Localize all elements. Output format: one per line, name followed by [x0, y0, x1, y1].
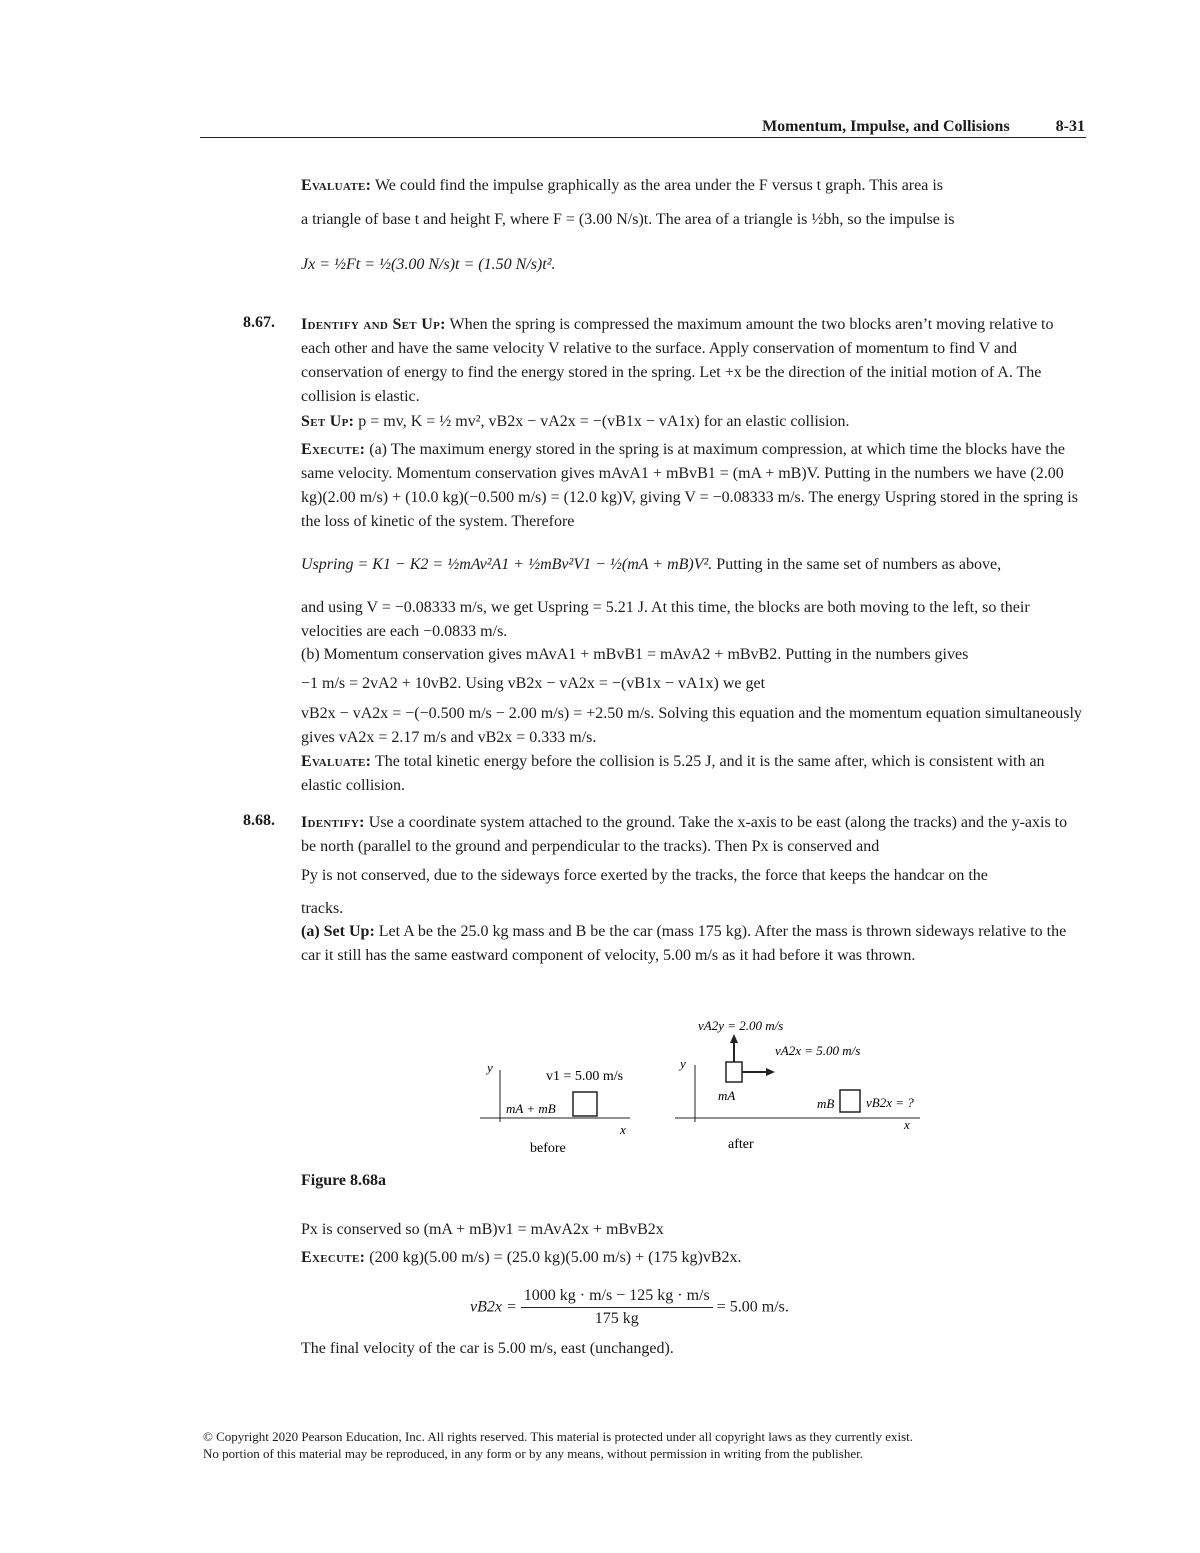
fraction-numerator: 1000 kg · m/s − 125 kg · m/s: [521, 1285, 713, 1308]
before-velocity-label: v1 = 5.00 m/s: [546, 1069, 624, 1084]
copyright-footer: [203, 1428, 1093, 1462]
fraction-rhs: = 5.00 m/s.: [716, 1298, 789, 1316]
p867-setup: Set Up: p = mv, K = ½ mv², vB2x − vA2x = −(vB1x − vA1x) for an elastic collision.: [301, 413, 850, 430]
running-header: [762, 118, 1085, 136]
p868-execute: Execute: (200 kg)(5.00 m/s) = (25.0 kg)(5.00 m/s) + (175 kg)vB2x.: [301, 1249, 742, 1266]
p867-execute-b3: vB2x − vA2x = −(−0.500 m/s − 2.00 m/s) = +2.50 m/s. Solving this equation and the momentum equation simultaneously gives vA2x = 2.17 m/s and vB2x = 0.333 m/s.: [301, 705, 1082, 746]
footer-line-1: © Copyright 2020 Pearson Education, Inc. All rights reserved. This material is protected under all copyright laws as they currently exist.: [203, 1429, 914, 1444]
vA2x-label: vA2x = 5.00 m/s: [775, 1043, 861, 1058]
before-block: [573, 1092, 597, 1116]
problem-number-867: 8.67.: [243, 314, 275, 331]
fraction-lhs: vB2x =: [470, 1298, 517, 1316]
page-number: 8-31: [1055, 118, 1085, 135]
evaluate-line-2: a triangle of base t and height F, where F = (3.00 N/s)t. The area of a triangle is ½bh, so the impulse is: [301, 211, 955, 228]
energy-tail: Putting in the same set of numbers as above,: [716, 556, 1002, 573]
before-axis-x-label: x: [620, 1122, 626, 1137]
vA2x-arrowhead: [766, 1068, 775, 1076]
vA2y-arrowhead: [730, 1034, 738, 1043]
p868-identify-2: Py is not conserved, due to the sideways force exerted by the tracks, the force that keeps the handcar on the: [301, 867, 988, 884]
p867-execute-b1: (b) Momentum conservation gives mAvA1 + mBvB1 = mAvA2 + mBvB2. Putting in the numbers gives: [301, 646, 969, 663]
header-title: Momentum, Impulse, and Collisions: [762, 118, 1010, 135]
p868-setup: (a) Set Up: Let A be the 25.0 kg mass and B be the car (mass 175 kg). After the mass is thrown sideways relative to the car it still has the same eastward component of velocity, 5.00 m/s as it had before it was thrown.: [301, 923, 1067, 964]
figure-868a: [470, 1010, 940, 1160]
after-caption: after: [728, 1137, 754, 1152]
before-mass-label: mA + mB: [506, 1101, 556, 1116]
fraction-denominator: 175 kg: [594, 1310, 639, 1327]
vB2x-label: vB2x = ?: [866, 1095, 914, 1110]
vA2y-label: vA2y = 2.00 m/s: [698, 1018, 784, 1033]
fraction: [521, 1285, 713, 1330]
after-block-b: [840, 1090, 860, 1112]
figure-label: Figure 8.68a: [301, 1172, 387, 1189]
header-rule: [200, 137, 1086, 138]
p867-execute-a2: and using V = −0.08333 m/s, we get Uspring = 5.21 J. At this time, the blocks are both moving to the left, so their velocities are each −0.0833 m/s.: [301, 599, 1030, 640]
p868-identify-3: tracks.: [301, 900, 344, 917]
p868-conserved: Px is conserved so (mA + mB)v1 = mAvA2x + mBvB2x: [301, 1221, 664, 1238]
after-block-a: [726, 1062, 742, 1082]
problem-number-868: 8.68.: [243, 812, 275, 829]
after-massB-label: mB: [817, 1096, 835, 1111]
p868-final: The final velocity of the car is 5.00 m/s, east (unchanged).: [301, 1340, 674, 1357]
velocity-fraction-equation: [470, 1285, 789, 1330]
before-axis-y-label: y: [487, 1060, 493, 1075]
energy-equation: Uspring = K1 − K2 = ½mAv²A1 + ½mBv²V1 − ½(mA + mB)V².: [301, 556, 713, 573]
p868-identify: Identify: Use a coordinate system attached to the ground. Take the x-axis to be east (along the tracks) and the y-axis to be north (parallel to the ground and perpendicular to the tracks). Then Px is conserved and: [301, 814, 1068, 855]
p867-execute-b2: −1 m/s = 2vA2 + 10vB2. Using vB2x − vA2x = −(vB1x − vA1x) we get: [301, 675, 766, 692]
after-massA-label: mA: [718, 1088, 736, 1103]
before-caption: before: [530, 1141, 566, 1156]
footer-line-2: No portion of this material may be reproduced, in any form or by any means, without permission in writing from the publisher.: [203, 1446, 863, 1461]
after-axis-x-label: x: [904, 1117, 910, 1132]
impulse-equation: Jx = ½Ft = ½(3.00 N/s)t = (1.50 N/s)t².: [301, 256, 556, 273]
evaluate-line-1: Evaluate: We could find the impulse graphically as the area under the F versus t graph. This area is: [301, 177, 944, 194]
p867-evaluate: Evaluate: The total kinetic energy before the collision is 5.25 J, and it is the same after, which is consistent with an elastic collision.: [301, 753, 1045, 794]
p867-identify: Identify and Set Up: When the spring is compressed the maximum amount the two blocks aren’t moving relative to each other and have the same velocity V relative to the surface. Apply conservation of momentum to find V and conservation of energy to find the energy stored in the spring. Let +x be the direction of the initial motion of A. The collision is elastic.: [301, 316, 1054, 405]
after-axis-y-label: y: [680, 1056, 686, 1071]
p867-energy-line: [301, 553, 1083, 577]
p867-execute-a: Execute: (a) The maximum energy stored in the spring is at maximum compression, at which time the blocks have the same velocity. Momentum conservation gives mAvA1 + mBvB1 = (mA + mB)V. Putting in the numbers we have (2.00 kg)(2.00 m/s) + (10.0 kg)(−0.500 m/s) = (12.0 kg)V, giving V = −0.08333 m/s. The energy Uspring stored in the spring is the loss of kinetic of the system. Therefore: [301, 441, 1078, 530]
